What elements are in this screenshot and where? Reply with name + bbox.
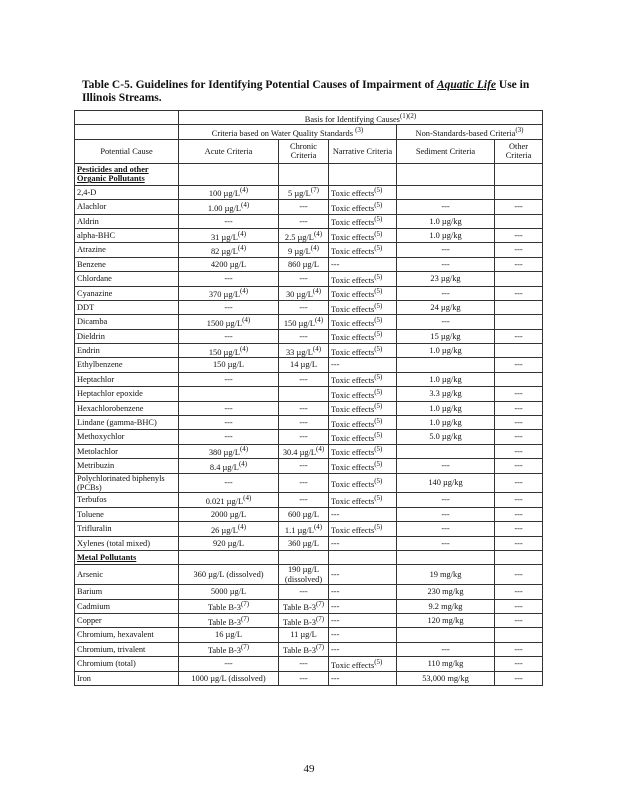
table-row <box>75 657 543 671</box>
cell-other: --- <box>495 444 543 458</box>
cell-sediment: 19 mg/kg <box>397 565 495 585</box>
cell-acute: 82 $\mu g/L^{(4)}$ <box>179 243 279 257</box>
cell-chronic: --- <box>279 200 329 214</box>
cell-sediment: 1.0 µg/kg <box>397 344 495 358</box>
cell-cause: Metribuzin <box>75 459 179 473</box>
cell-chronic: 33 $\mu g/L^{(4)}$ <box>279 344 329 358</box>
table-row <box>75 401 543 415</box>
cell-cause: Atrazine <box>75 243 179 257</box>
cell-chronic: 14 µg/L <box>279 358 329 372</box>
cell-sediment: --- <box>397 200 495 214</box>
table-row <box>75 329 543 343</box>
header-blank <box>75 125 179 139</box>
header-blank <box>75 111 179 125</box>
table-row <box>75 243 543 257</box>
cell-acute <box>179 387 279 401</box>
cell-narrative: --- <box>329 565 397 585</box>
table-row <box>75 536 543 550</box>
cell-cause: Cyanazine <box>75 286 179 300</box>
cell-cause: Aldrin <box>75 214 179 228</box>
cell-sediment: 1.0 µg/kg <box>397 214 495 228</box>
cell-sediment <box>397 444 495 458</box>
cell-cause: Trifluralin <box>75 522 179 536</box>
cell-sediment: 1.0 µg/kg <box>397 228 495 242</box>
table-row <box>75 444 543 458</box>
cell-other: --- <box>495 599 543 613</box>
cell-chronic: 30.4 $\mu g/L^{(4)}$ <box>279 444 329 458</box>
cell-cause: Chromium, hexavalent <box>75 628 179 642</box>
table-row <box>75 459 543 473</box>
table-row <box>75 315 543 329</box>
header-potential-cause: Potential Cause <box>75 139 179 163</box>
cell-other <box>495 372 543 386</box>
cell-other: --- <box>495 329 543 343</box>
cell-other: --- <box>495 358 543 372</box>
cell-cause: Barium <box>75 585 179 599</box>
cell-narrative: Toxic effects$^{(5)}$ <box>329 228 397 242</box>
cell-chronic: --- <box>279 329 329 343</box>
cell-narrative: Toxic effects$^{(5)}$ <box>329 522 397 536</box>
cell-other: --- <box>495 536 543 550</box>
cell-narrative: Toxic effects$^{(5)}$ <box>329 214 397 228</box>
cell-chronic: --- <box>279 401 329 415</box>
cell-chronic: --- <box>279 671 329 685</box>
table-row <box>75 507 543 521</box>
cell-chronic: --- <box>279 585 329 599</box>
cell-acute: 4200 µg/L <box>179 257 279 271</box>
group-row-metals <box>75 550 543 564</box>
cell-cause: Iron <box>75 671 179 685</box>
table-row <box>75 493 543 507</box>
header-row-columns <box>75 139 543 163</box>
cell-narrative: --- <box>329 536 397 550</box>
cell-chronic: --- <box>279 473 329 493</box>
cell-acute: 1.00 $\mu g/L^{(4)}$ <box>179 200 279 214</box>
cell-other: --- <box>495 473 543 493</box>
cell-chronic: --- <box>279 430 329 444</box>
cell-acute: Table B-3$^{(7)}$ <box>179 599 279 613</box>
cell-chronic: 190 µg/L (dissolved) <box>279 565 329 585</box>
cell-acute: 2000 µg/L <box>179 507 279 521</box>
table-row <box>75 228 543 242</box>
cell-sediment: 1.0 µg/kg <box>397 372 495 386</box>
cell-cause: Alachlor <box>75 200 179 214</box>
cell-cause: Endrin <box>75 344 179 358</box>
cell-chronic: Table B-3$^{(7)}$ <box>279 642 329 656</box>
cell-narrative: Toxic effects$^{(5)}$ <box>329 243 397 257</box>
header-basis: Basis for Identifying Causes$^{(1)(2)}$ <box>179 111 543 125</box>
cell-chronic: --- <box>279 493 329 507</box>
caption-underlined: Aquatic Life <box>436 79 497 91</box>
cell-acute: 1000 µg/L (dissolved) <box>179 671 279 685</box>
cell-narrative: --- <box>329 628 397 642</box>
table-row <box>75 599 543 613</box>
cell-acute: 150 µg/L <box>179 358 279 372</box>
cell-acute: 150 $\mu g/L^{(4)}$ <box>179 344 279 358</box>
cell-narrative: Toxic effects$^{(5)}$ <box>329 372 397 386</box>
empty-cell <box>329 550 397 564</box>
header-acute: Acute Criteria <box>179 139 279 163</box>
table-row <box>75 613 543 627</box>
cell-cause: DDT <box>75 300 179 314</box>
cell-other: --- <box>495 200 543 214</box>
cell-sediment: 110 mg/kg <box>397 657 495 671</box>
table-row <box>75 344 543 358</box>
table-row <box>75 286 543 300</box>
empty-cell <box>179 163 279 185</box>
cell-narrative: --- <box>329 642 397 656</box>
cell-acute: 0.021 $\mu g/L^{(4)}$ <box>179 493 279 507</box>
cell-acute: --- <box>179 416 279 430</box>
cell-sediment: 140 µg/kg <box>397 473 495 493</box>
header-row-groups <box>75 125 543 139</box>
cell-acute: Table B-3$^{(7)}$ <box>179 613 279 627</box>
cell-narrative: Toxic effects$^{(5)}$ <box>329 329 397 343</box>
table-row <box>75 585 543 599</box>
cell-narrative: Toxic effects$^{(5)}$ <box>329 473 397 493</box>
cell-sediment: --- <box>397 522 495 536</box>
cell-sediment: 24 µg/kg <box>397 300 495 314</box>
cell-sediment: --- <box>397 243 495 257</box>
empty-cell <box>279 550 329 564</box>
cell-sediment: --- <box>397 507 495 521</box>
empty-cell <box>397 550 495 564</box>
empty-cell <box>329 163 397 185</box>
cell-other <box>495 214 543 228</box>
cell-other: --- <box>495 416 543 430</box>
cell-cause: Xylenes (total mixed) <box>75 536 179 550</box>
table-row <box>75 358 543 372</box>
cell-narrative: Toxic effects$^{(5)}$ <box>329 315 397 329</box>
cell-other <box>495 272 543 286</box>
header-wqs-group: Criteria based on Water Quality Standards $^{(3)}$ <box>179 125 397 139</box>
header-sediment: Sediment Criteria <box>397 139 495 163</box>
header-row-basis <box>75 111 543 125</box>
cell-cause: alpha-BHC <box>75 228 179 242</box>
cell-sediment <box>397 185 495 199</box>
cell-cause: Arsenic <box>75 565 179 585</box>
page-number: 49 <box>303 763 315 775</box>
cell-cause: Heptachlor epoxide <box>75 387 179 401</box>
cell-other: --- <box>495 493 543 507</box>
cell-narrative: --- <box>329 257 397 271</box>
cell-other: --- <box>495 243 543 257</box>
cell-chronic: 11 µg/L <box>279 628 329 642</box>
cell-other: --- <box>495 387 543 401</box>
cell-cause: Heptachlor <box>75 372 179 386</box>
cell-sediment: --- <box>397 315 495 329</box>
cell-chronic: --- <box>279 214 329 228</box>
header-narrative: Narrative Criteria <box>329 139 397 163</box>
cell-sediment: 1.0 µg/kg <box>397 401 495 415</box>
cell-sediment: 3.3 µg/kg <box>397 387 495 401</box>
table-row <box>75 473 543 493</box>
cell-cause: Ethylbenzene <box>75 358 179 372</box>
table-caption <box>82 79 542 105</box>
cell-acute: --- <box>179 214 279 228</box>
cell-acute: 26 $\mu g/L^{(4)}$ <box>179 522 279 536</box>
cell-other: --- <box>495 459 543 473</box>
cell-narrative: Toxic effects$^{(5)}$ <box>329 300 397 314</box>
cell-narrative: Toxic effects$^{(5)}$ <box>329 657 397 671</box>
cell-narrative: Toxic effects$^{(5)}$ <box>329 416 397 430</box>
table-row <box>75 642 543 656</box>
cell-chronic: 1.1 $\mu g/L^{(4)}$ <box>279 522 329 536</box>
cell-cause: Cadmium <box>75 599 179 613</box>
cell-cause: Chromium (total) <box>75 657 179 671</box>
table-row <box>75 257 543 271</box>
table-row <box>75 200 543 214</box>
cell-narrative: Toxic effects$^{(5)}$ <box>329 444 397 458</box>
cell-sediment: --- <box>397 257 495 271</box>
cell-acute: 380 $\mu g/L^{(4)}$ <box>179 444 279 458</box>
table-row <box>75 416 543 430</box>
table-row <box>75 671 543 685</box>
cell-other: --- <box>495 671 543 685</box>
cell-chronic: 2.5 $\mu g/L^{(4)}$ <box>279 228 329 242</box>
cell-other: --- <box>495 286 543 300</box>
cell-acute: 920 µg/L <box>179 536 279 550</box>
cell-acute: 100 $\mu g/L^{(4)}$ <box>179 185 279 199</box>
cell-narrative: Toxic effects$^{(5)}$ <box>329 344 397 358</box>
cell-cause: Toluene <box>75 507 179 521</box>
cell-acute: --- <box>179 372 279 386</box>
cell-narrative: Toxic effects$^{(5)}$ <box>329 459 397 473</box>
cell-chronic: 30 $\mu g/L^{(4)}$ <box>279 286 329 300</box>
cell-cause: Polychlorinated biphenyls (PCBs) <box>75 473 179 493</box>
table-row <box>75 272 543 286</box>
cell-chronic: 5 $\mu g/L^{(7)}$ <box>279 185 329 199</box>
cell-acute: Table B-3$^{(7)}$ <box>179 642 279 656</box>
group-label: Metal Pollutants <box>75 550 179 564</box>
cell-chronic: Table B-3$^{(7)}$ <box>279 613 329 627</box>
cell-chronic: 860 µg/L <box>279 257 329 271</box>
caption-suffix: Use in Illinois Streams. <box>82 79 530 104</box>
cell-other: --- <box>495 565 543 585</box>
cell-sediment: 9.2 mg/kg <box>397 599 495 613</box>
cell-cause: Metolachlor <box>75 444 179 458</box>
empty-cell <box>495 163 543 185</box>
cell-acute: --- <box>179 430 279 444</box>
cell-sediment: 230 mg/kg <box>397 585 495 599</box>
cell-sediment <box>397 628 495 642</box>
cell-acute: 31 $\mu g/L^{(4)}$ <box>179 228 279 242</box>
cell-chronic: 600 µg/L <box>279 507 329 521</box>
cell-other: --- <box>495 642 543 656</box>
cell-chronic: --- <box>279 300 329 314</box>
header-other: Other Criteria <box>495 139 543 163</box>
empty-cell <box>179 550 279 564</box>
cell-chronic: --- <box>279 459 329 473</box>
cell-other: --- <box>495 613 543 627</box>
cell-other <box>495 185 543 199</box>
cell-sediment: 1.0 µg/kg <box>397 416 495 430</box>
table-row <box>75 372 543 386</box>
cell-acute: --- <box>179 300 279 314</box>
cell-sediment <box>397 358 495 372</box>
cell-cause: 2,4-D <box>75 185 179 199</box>
cell-other: --- <box>495 522 543 536</box>
table-row <box>75 565 543 585</box>
cell-chronic: --- <box>279 372 329 386</box>
cell-sediment: --- <box>397 286 495 300</box>
cell-chronic: 9 $\mu g/L^{(4)}$ <box>279 243 329 257</box>
cell-cause: Lindane (gamma-BHC) <box>75 416 179 430</box>
cell-cause: Methoxychlor <box>75 430 179 444</box>
cell-sediment: --- <box>397 493 495 507</box>
cell-acute: --- <box>179 401 279 415</box>
cell-chronic: --- <box>279 272 329 286</box>
cell-chronic: --- <box>279 657 329 671</box>
table-row <box>75 387 543 401</box>
cell-cause: Dieldrin <box>75 329 179 343</box>
cell-other: --- <box>495 257 543 271</box>
cell-cause: Terbufos <box>75 493 179 507</box>
cell-other: --- <box>495 507 543 521</box>
cell-acute: --- <box>179 272 279 286</box>
cell-chronic: Table B-3$^{(7)}$ <box>279 599 329 613</box>
cell-narrative: --- <box>329 507 397 521</box>
cell-acute: 1500 $\mu g/L^{(4)}$ <box>179 315 279 329</box>
cell-other <box>495 315 543 329</box>
cell-chronic: --- <box>279 416 329 430</box>
table-row <box>75 522 543 536</box>
empty-cell <box>397 163 495 185</box>
cell-acute: 5000 µg/L <box>179 585 279 599</box>
cell-acute: --- <box>179 473 279 493</box>
cell-other: --- <box>495 401 543 415</box>
cell-other: --- <box>495 585 543 599</box>
group-label: Pesticides and other Organic Pollutants <box>75 163 179 185</box>
cell-acute: 8.4 $\mu g/L^{(4)}$ <box>179 459 279 473</box>
caption-prefix: Table C-5. Guidelines for Identifying Potential Causes of Impairment of <box>82 79 437 91</box>
cell-chronic <box>279 387 329 401</box>
cell-sediment: --- <box>397 642 495 656</box>
cell-sediment: 53,000 mg/kg <box>397 671 495 685</box>
cell-narrative: Toxic effects$^{(5)}$ <box>329 430 397 444</box>
cell-narrative: Toxic effects$^{(5)}$ <box>329 185 397 199</box>
header-chronic: Chronic Criteria <box>279 139 329 163</box>
guidelines-table <box>74 110 543 686</box>
empty-cell <box>279 163 329 185</box>
table-row <box>75 628 543 642</box>
cell-narrative: Toxic effects$^{(5)}$ <box>329 387 397 401</box>
table-row <box>75 300 543 314</box>
cell-cause: Dicamba <box>75 315 179 329</box>
cell-narrative: Toxic effects$^{(5)}$ <box>329 493 397 507</box>
cell-cause: Benzene <box>75 257 179 271</box>
cell-acute: 360 µg/L (dissolved) <box>179 565 279 585</box>
table-row <box>75 214 543 228</box>
cell-other <box>495 344 543 358</box>
cell-other: --- <box>495 430 543 444</box>
cell-narrative: --- <box>329 671 397 685</box>
cell-narrative: Toxic effects$^{(5)}$ <box>329 401 397 415</box>
cell-sediment: 15 µg/kg <box>397 329 495 343</box>
cell-other: --- <box>495 657 543 671</box>
header-nonstd-group: Non-Standards-based Criteria$^{(3)}$ <box>397 125 543 139</box>
cell-narrative: Toxic effects$^{(5)}$ <box>329 286 397 300</box>
cell-acute: --- <box>179 329 279 343</box>
table-row <box>75 185 543 199</box>
cell-other: --- <box>495 228 543 242</box>
cell-narrative: Toxic effects$^{(5)}$ <box>329 272 397 286</box>
cell-chronic: 150 $\mu g/L^{(4)}$ <box>279 315 329 329</box>
empty-cell <box>495 550 543 564</box>
cell-other <box>495 300 543 314</box>
cell-narrative: --- <box>329 585 397 599</box>
table-row <box>75 430 543 444</box>
cell-narrative: Toxic effects$^{(5)}$ <box>329 200 397 214</box>
cell-acute: --- <box>179 657 279 671</box>
cell-cause: Hexachlorobenzene <box>75 401 179 415</box>
cell-sediment: 23 µg/kg <box>397 272 495 286</box>
cell-cause: Chromium, trivalent <box>75 642 179 656</box>
cell-sediment: --- <box>397 459 495 473</box>
cell-sediment: 120 mg/kg <box>397 613 495 627</box>
cell-chronic: 360 µg/L <box>279 536 329 550</box>
cell-narrative: --- <box>329 613 397 627</box>
cell-cause: Copper <box>75 613 179 627</box>
cell-narrative: --- <box>329 358 397 372</box>
cell-cause: Chlordane <box>75 272 179 286</box>
cell-acute: 16 µg/L <box>179 628 279 642</box>
cell-sediment: --- <box>397 536 495 550</box>
cell-narrative: --- <box>329 599 397 613</box>
cell-sediment: 5.0 µg/kg <box>397 430 495 444</box>
cell-other <box>495 628 543 642</box>
group-row-pesticides <box>75 163 543 185</box>
cell-acute: 370 $\mu g/L^{(4)}$ <box>179 286 279 300</box>
